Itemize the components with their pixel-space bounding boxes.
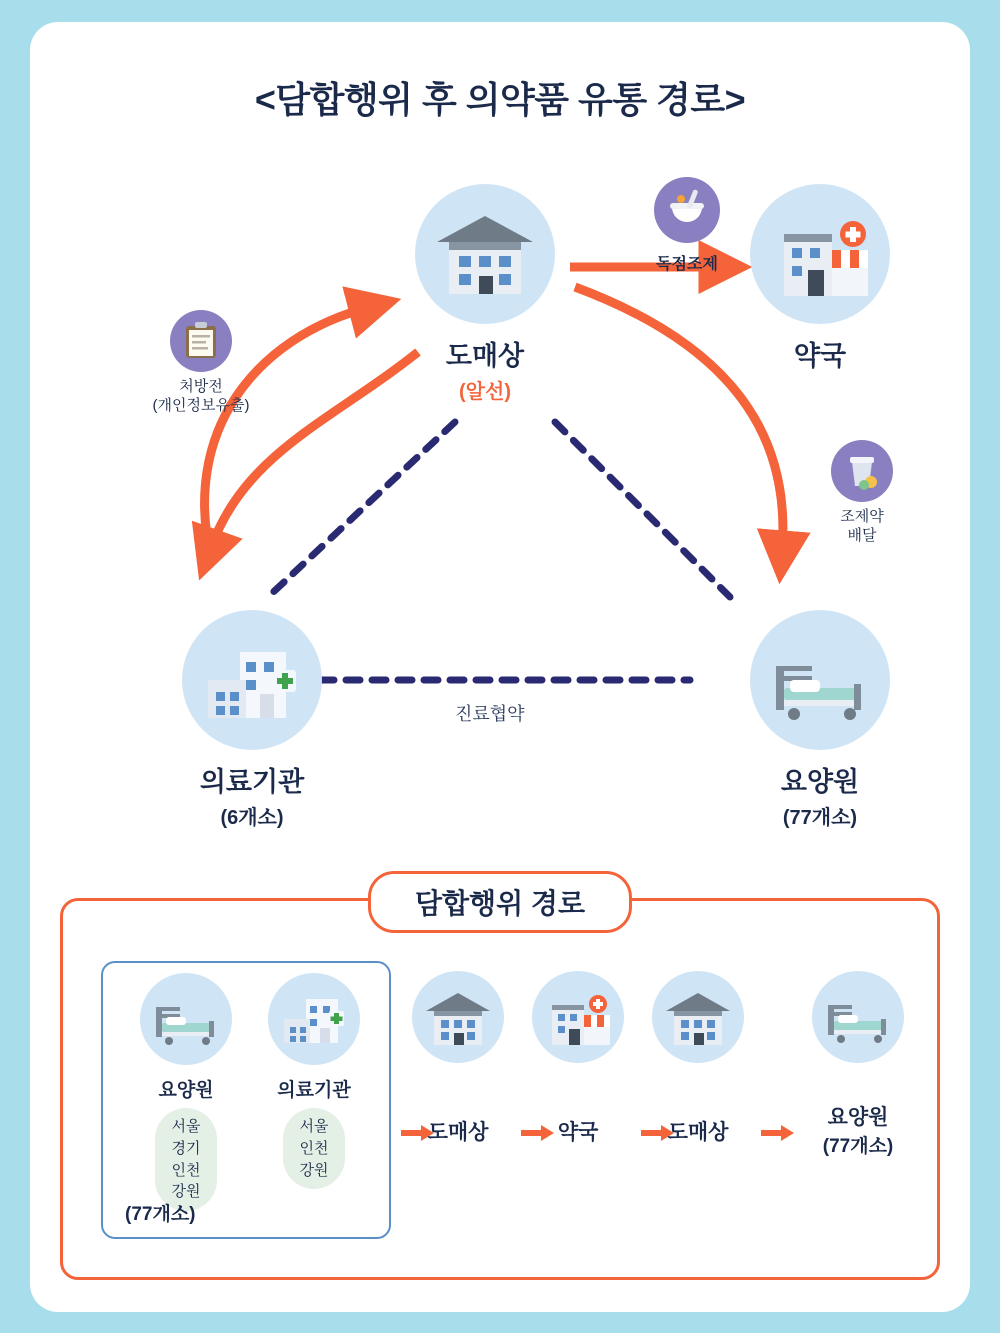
node-clinic[interactable] bbox=[142, 610, 362, 830]
dashed-wholesaler-nursinghome bbox=[555, 422, 730, 597]
origin-clinic-label: 의료기관 bbox=[277, 1080, 351, 1101]
flow-panel-title: 담합행위 경로 bbox=[368, 871, 632, 933]
region-incheon: 인천 bbox=[299, 1139, 329, 1157]
mortar-pestle-icon bbox=[654, 177, 720, 243]
region-seoul: 서울 bbox=[299, 1118, 329, 1135]
monopoly-badge-circle bbox=[654, 177, 720, 243]
flow-origin-clinic[interactable] bbox=[249, 973, 379, 1189]
node-nursing-home[interactable] bbox=[710, 610, 930, 830]
prescription-line2: (개인정보유출) bbox=[152, 396, 250, 414]
prescription-badge-circle bbox=[170, 310, 232, 372]
main-card bbox=[30, 22, 970, 1312]
origin-nursinghome-label: 요양원 bbox=[158, 1080, 214, 1101]
flow-step-wholesaler-1[interactable] bbox=[403, 971, 513, 1063]
flow-pharmacy-circle bbox=[532, 971, 624, 1063]
nursinghome-label: 요양원 bbox=[780, 767, 860, 797]
flow-step-pharmacy[interactable] bbox=[523, 971, 633, 1063]
flow-nursinghome-count: (77개소) bbox=[822, 1136, 894, 1157]
clinic-circle bbox=[182, 610, 322, 750]
hospital-bed-icon bbox=[750, 610, 890, 750]
hospital-icon bbox=[182, 610, 322, 750]
building-icon bbox=[412, 971, 504, 1063]
flow-nursinghome-circle bbox=[812, 971, 904, 1063]
page-title: <담합행위 후 의약품 유통 경로> bbox=[254, 79, 746, 120]
flow-step-wholesaler-2[interactable] bbox=[643, 971, 753, 1063]
badge-prescription bbox=[116, 310, 286, 416]
pharmacy-circle bbox=[750, 184, 890, 324]
dashed-wholesaler-clinic bbox=[268, 422, 455, 597]
badge-delivery bbox=[792, 440, 932, 546]
medicine-cup-icon bbox=[831, 440, 893, 502]
delivery-line2: 배달 bbox=[847, 526, 877, 544]
building-icon bbox=[652, 971, 744, 1063]
hospital-bed-icon bbox=[140, 973, 232, 1065]
prescription-line1: 처방전 bbox=[179, 378, 223, 395]
flow-step-label-pharmacy: 약국 bbox=[557, 1121, 599, 1144]
origin-clinic-circle bbox=[268, 973, 360, 1065]
node-wholesaler[interactable] bbox=[385, 184, 585, 404]
clinic-label: 의료기관 bbox=[199, 767, 305, 797]
flow-wholesaler-2-circle bbox=[652, 971, 744, 1063]
origin-clinic-regions bbox=[283, 1108, 345, 1189]
wholesaler-sub: (알선) bbox=[459, 381, 511, 403]
flow-nursinghome-name: 요양원 bbox=[827, 1106, 889, 1129]
region-gyeonggi: 경기 bbox=[171, 1139, 201, 1157]
delivery-line1: 조제약 bbox=[840, 508, 884, 525]
origin-nursinghome-regions bbox=[155, 1108, 217, 1211]
badge-monopoly bbox=[622, 177, 752, 273]
pharmacy-icon bbox=[750, 184, 890, 324]
clinic-sub: (6개소) bbox=[220, 807, 284, 829]
pharmacy-icon bbox=[532, 971, 624, 1063]
monopoly-label: 독점조제 bbox=[656, 256, 718, 273]
flow-step-label-nursinghome bbox=[793, 1101, 923, 1158]
pharmacy-label: 약국 bbox=[793, 341, 847, 371]
clipboard-icon bbox=[170, 310, 232, 372]
hospital-bed-icon bbox=[812, 971, 904, 1063]
flow-arrow-4 bbox=[761, 1123, 795, 1143]
flow-step-label-wholesaler-1: 도매상 bbox=[427, 1121, 489, 1144]
hospital-icon bbox=[268, 973, 360, 1065]
wholesaler-circle bbox=[415, 184, 555, 324]
flow-origin-nursinghome[interactable] bbox=[121, 973, 251, 1211]
region-gangwon: 강원 bbox=[171, 1183, 201, 1201]
flow-wholesaler-1-circle bbox=[412, 971, 504, 1063]
flow-panel bbox=[60, 888, 940, 1280]
nursinghome-circle bbox=[750, 610, 890, 750]
flow-step-label-wholesaler-2: 도매상 bbox=[667, 1121, 729, 1144]
edge-label-treatment-agreement: 진료협약 bbox=[455, 704, 525, 724]
nursinghome-sub: (77개소) bbox=[782, 807, 858, 829]
flow-step-nursinghome[interactable] bbox=[803, 971, 913, 1063]
region-seoul: 서울 bbox=[171, 1118, 201, 1135]
origin-group-count: (77개소) bbox=[125, 1204, 196, 1225]
delivery-badge-circle bbox=[831, 440, 893, 502]
building-icon bbox=[415, 184, 555, 324]
region-gangwon: 강원 bbox=[299, 1161, 329, 1179]
region-incheon: 인천 bbox=[171, 1161, 201, 1179]
origin-nursinghome-circle bbox=[140, 973, 232, 1065]
wholesaler-label: 도매상 bbox=[445, 341, 525, 371]
